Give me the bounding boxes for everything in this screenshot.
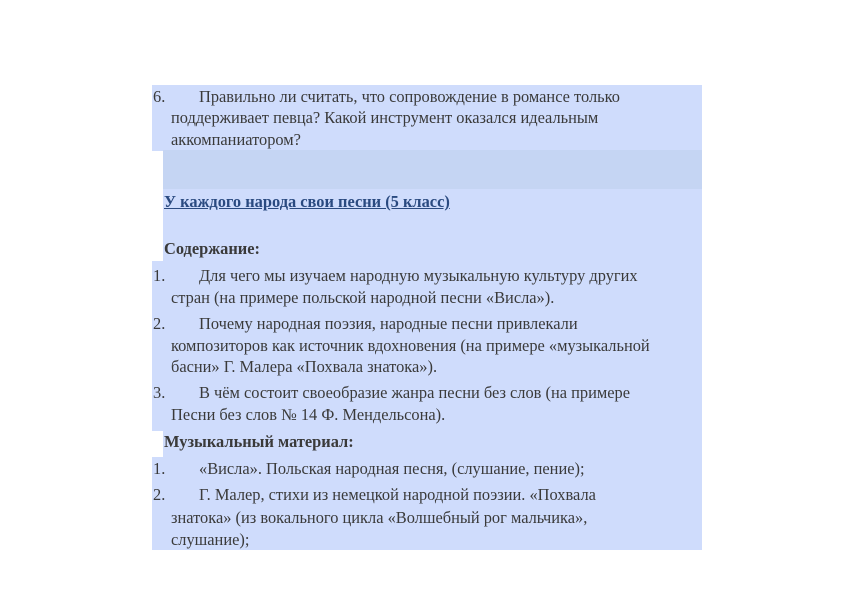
lesson-title-link[interactable]: У каждого народа свои песни (5 класс) [164,192,450,211]
content-heading: Содержание: [164,239,260,258]
material-heading: Музыкальный материал: [164,432,354,451]
question-line: аккомпаниатором? [171,130,301,149]
list-item-line: слушание); [171,530,250,549]
list-item-line: В чём состоит своеобразие жанра песни без слов (на примере [199,383,630,402]
list-number: 2. [153,314,166,333]
list-item-line: Для чего мы изучаем народную музыкальную культуру других [199,266,638,285]
highlight-band [163,150,702,189]
list-item-line: Песни без слов № 14 Ф. Мендельсона). [171,405,446,424]
list-item-line: Г. Малер, стихи из немецкой народной поэзии. «Похвала [199,485,596,504]
question-line: Правильно ли считать, что сопровождение в романсе только [199,87,620,106]
list-item-line: знатока» (из вокального цикла «Волшебный рог мальчика», [171,508,588,527]
list-item-line: Почему народная поэзия, народные песни привлекали [199,314,578,333]
list-number: 1. [153,266,166,285]
list-number: 1. [153,459,166,478]
list-item-line: стран (на примере польской народной песни «Висла»). [171,288,555,307]
list-number: 3. [153,383,166,402]
list-item-line: басни» Г. Малера «Похвала знатока»). [171,357,438,376]
list-item-line: «Висла». Польская народная песня, (слушание, пение); [199,459,585,478]
list-number: 2. [153,485,166,504]
question-line: поддерживает певца? Какой инструмент оказался идеальным [171,108,599,127]
list-number: 6. [153,87,166,106]
list-item-line: композиторов как источник вдохновения (на примере «музыкальной [171,336,650,355]
